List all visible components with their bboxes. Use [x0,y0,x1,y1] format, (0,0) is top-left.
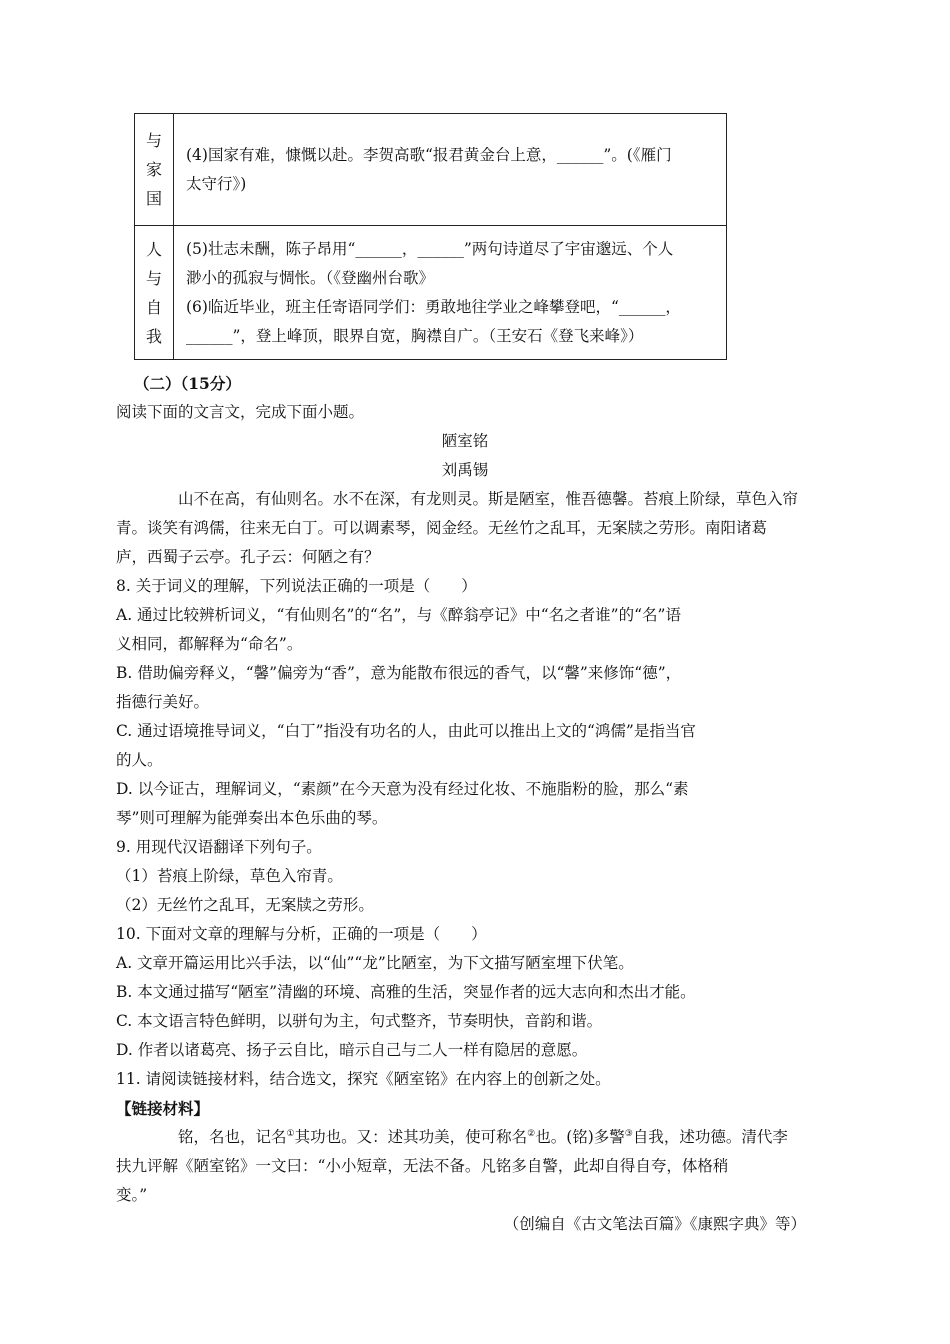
reading-section [116,369,814,1239]
section-instruction: 阅读下面的文言文，完成下面小题。 [116,403,365,421]
material-line: 扶九评解《陋室铭》一文曰：“小小短章，无法不备。凡铭多自警，此却自得自夸，体格稍 [116,1157,729,1175]
table-line: 太守行》) [186,174,247,193]
q8-option-c: C. 通过语境推导词义，“白丁”指没有功名的人，由此可以推出上文的“鸿儒”是指当官 [116,722,696,740]
q8-option-b-cont: 指德行美好。 [116,693,210,711]
passage-author: 刘禹锡 [441,461,489,479]
material-text: 铭，名也，记名 [178,1128,287,1146]
footnote-marker: ① [286,1128,295,1139]
category-char: 国 [145,189,162,208]
passage-line: 青。谈笑有鸿儒，往来无白丁。可以调素琴，阅金经。无丝竹之乱耳，无案牍之劳形。南阳诸葛 [116,519,768,537]
category-char: 我 [145,326,162,346]
material-line: 变。” [116,1186,148,1204]
q8-option-c-cont: 的人。 [116,751,163,769]
poetry-fill-table [134,113,727,360]
question-11-stem: 11. 请阅读链接材料，结合选文，探究《陋室铭》在内容上的创新之处。 [116,1070,611,1088]
footnote-marker: ③ [624,1128,633,1139]
question-8-stem: 8. 关于词义的理解，下列说法正确的一项是（ ） [116,577,477,595]
q8-option-a: A. 通过比较辨析词义，“有仙则名”的“名”，与《醉翁亭记》中“名之者谁”的“名”语 [116,606,681,624]
category-char: 与 [145,131,162,150]
q8-option-a-cont: 义相同，都解释为“命名”。 [116,635,303,653]
content-cell [174,114,727,226]
category-cell [135,114,174,226]
category-char: 与 [145,268,162,288]
footnote-marker: ② [527,1128,536,1139]
material-text: 自我，述功德。清代李 [632,1128,788,1146]
material-text: 其功也。又：述其功美，使可称名 [294,1128,528,1146]
q10-option-c: C. 本文语言特色鲜明，以骈句为主，句式整齐，节奏明快，音韵和谐。 [116,1012,603,1030]
q9-item: （1）苔痕上阶绿，草色入帘青。 [116,867,343,885]
passage-title: 陋室铭 [441,432,489,450]
table-line: 渺小的孤寂与惆怅。（《登幽州台歌》 [186,268,435,287]
category-char: 人 [145,239,162,259]
category-cell [135,226,174,360]
q9-item: （2）无丝竹之乱耳，无案牍之劳形。 [116,896,374,914]
q10-option-a: A. 文章开篇运用比兴手法，以“仙”“龙”比陋室，为下文描写陋室埋下伏笔。 [116,954,634,972]
table-line: (6)临近毕业，班主任寄语同学们：勇敢地往学业之峰攀登吧，“______， [186,297,681,316]
category-char: 自 [145,297,162,317]
q10-option-d: D. 作者以诸葛亮、扬子云自比，暗示自己与二人一样有隐居的意愿。 [116,1041,588,1059]
question-10-stem: 10. 下面对文章的理解与分析，正确的一项是（ ） [116,925,487,943]
table-row [135,226,727,360]
table-line: (4)国家有难，慷慨以赴。李贺高歌“报君黄金台上意，______”。(《雁门 [186,145,672,164]
table-row [135,114,727,226]
material-source: （创编自《古文笔法百篇》《康熙字典》等） [503,1215,806,1233]
table-line: (5)壮志未酬，陈子昂用“______，______”两句诗道尽了宇宙邈远、个人 [186,239,674,258]
section-heading: （二）（15分） [134,374,241,393]
passage-line: 山不在高，有仙则名。水不在深，有龙则灵。斯是陋室，惟吾德馨。苔痕上阶绿，草色入帘 [178,490,799,508]
q8-option-b: B. 借助偏旁释义，“馨”偏旁为“香”，意为能散布很远的香气，以“馨”来修饰“德”， [116,664,682,682]
q10-option-b: B. 本文通过描写“陋室”清幽的环境、高雅的生活，突显作者的远大志向和杰出才能。 [116,983,696,1001]
material-label: 【链接材料】 [116,1099,210,1118]
content-cell [174,226,727,360]
material-line [116,1123,814,1152]
question-9-stem: 9. 用现代汉语翻译下列句子。 [116,838,322,856]
passage-line: 庐，西蜀子云亭。孔子云：何陋之有？ [116,548,380,566]
material-text: 也。(铭)多警 [535,1128,625,1146]
q8-option-d: D. 以今证古，理解词义，“素颜”在今天意为没有经过化妆、不施脂粉的脸，那么“素 [116,780,689,798]
category-char: 家 [145,160,162,179]
q8-option-d-cont: 琴”则可理解为能弹奏出本色乐曲的琴。 [116,809,388,827]
table-line: ______”，登上峰顶，眼界自宽，胸襟自广。（王安石《登飞来峰》） [186,326,644,345]
